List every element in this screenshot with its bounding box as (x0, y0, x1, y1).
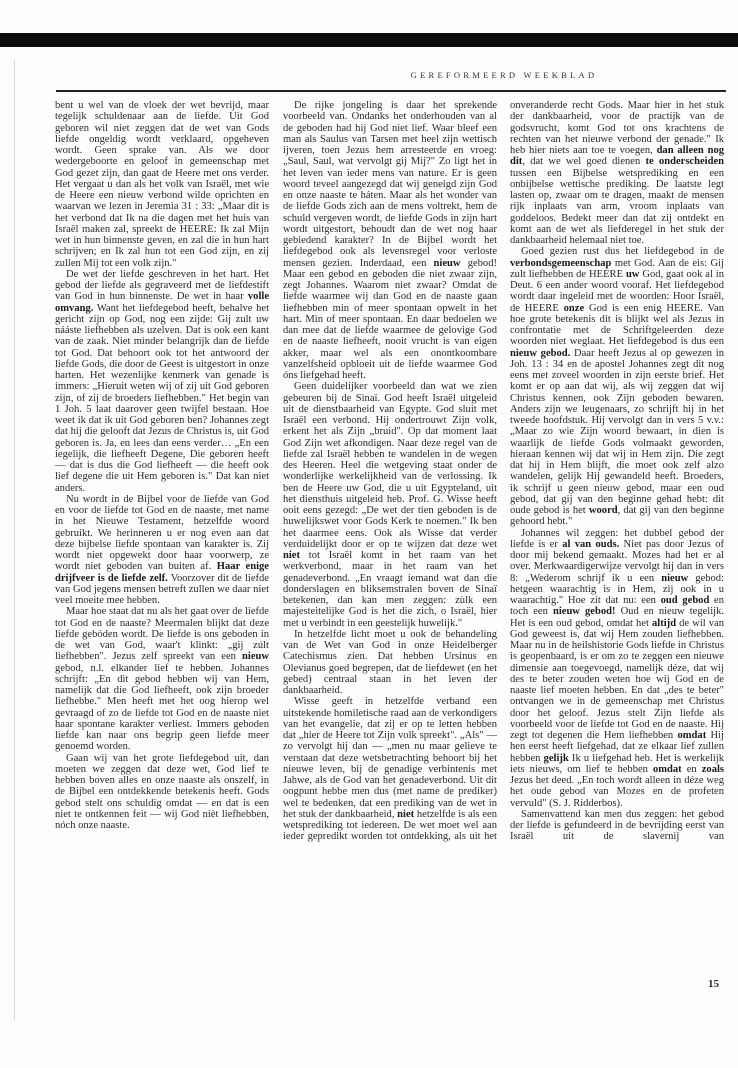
bold-text: onze (563, 302, 585, 314)
paragraph (55, 494, 269, 607)
text-run: Maar hoe staat dat nu als het gaat over de liefde tot God en de naaste? Meermalen blijkt dat deze liefde gebóden wordt. De liefde is ons geboden in de wet van God, waar't klinkt: „gij zúlt liefhebben". Jezus zelf spreekt van een (55, 606, 269, 663)
paragraph (283, 100, 497, 381)
text-run: de wil van God geweest is, dat wij Hem zouden liefhebben. Maar nu in de heilshistorie Gods liefde in Christus is geopenbaard, is er om zo te zeggen een nieuwe dimensie aan toegevoegd, namelijk déze, dat wij des te beter zouden weten hoe wij God en de naaste lief moeten hebben. En dat „des te beter" ontvangen we in de gemeenschap met Christus door het geloof. Jezus stelt Zijn liefde als voorbeeld voor de liefde tot God en de naaste. Hij zegt tot degenen die Hem liefhebben (510, 617, 724, 741)
text-run: Hij hen eerst heeft liefgehad, dat ze elkaar lief zullen hebben (510, 730, 724, 764)
paragraph (283, 629, 497, 697)
bold-text: nieuw (661, 572, 689, 584)
text-run: gebod! Maar een gebod en geboden die niet zwaar zijn, zegt Johannes. Waarom niet zwaar? Omdat de liefde waarmee wij dan God en de naaste gaan liefhebben min of meer spontaan opwelt in het hart. Min of meer spontaan. En daar bedoelen we dan mee dat de liefde waarmee de gelovige God en de naaste liefheeft, nooit vrucht is van eigen akker, maar wel als een onontkoombare vanzelfsheid opbloeit uit de liefde waarmee God óns liefgehad heeft. (283, 257, 497, 381)
text-run: gebod, n.l. elkander lief te hebben. Johannes schrijft: „En dit gebod hebben wij van Hem, namelijk dat die God liefheeft, ook zijn broeder liefhebbe." Men heeft met het oog hierop wel gevraagd of zo de liefde tot God en de naaste niet haar spontane karakter verliest. Immers geboden liefde kan naar ons begrip geen liefde meer genoemd worden. (55, 662, 269, 753)
text-run: en (681, 763, 702, 775)
text-run: Oud en nieuw tegelijk. Het is een oud gebod, omdat het (510, 606, 724, 629)
paragraph (510, 809, 724, 843)
text-run: Daar heeft Jezus al op gewezen in Joh. 13 : 34 en de apostel Johannes zegt dit nog eens met zoveel woorden in zijn eerste brief. Het komt er op aan dat wij, als wij zeggen dat wij Christus kennen, ook Zijn geboden bewaren. Anders zijn we leugenaars, zo schrijft hij in het tweede hoofdstuk. Hij vervolgt dan in vers 5 v.v.: „Maar zo wie Zijn woord bewaart, in dien is waarlijk de liefde Gods volmaakt geworden, hieraan kennen wij dat wij in Hem zijn. Die zegt dat hij in Hem blijft, die moet ook zelf alzo wandelen, gelijk Hij gewandeld heeft. Broeders, ik schrijf u geen nieuw gebod, maar een oud gebod, dat gij van den beginne gehad hebt: dit oude gebod is het (510, 347, 724, 516)
paragraph (510, 246, 724, 527)
text-run: met God. Aan de eis: Gij zult liefhebben de HEERE (510, 257, 724, 280)
bold-text: nieuw gebod. (510, 347, 571, 359)
text-run: Gaan wij van het grote liefdegebod uit, dan moeten we zeggen dat deze wet, God lief te hebben boven alles en onze naaste als onszelf, in de Bijbel een ontdekkende betekenis heeft. Gods gebod stelt ons schuldig omdat — en dat is een niet te ontkennen feit — wij God nièt liefhebben, nóch onze naaste. (55, 752, 269, 831)
text-run: en toch een (510, 595, 725, 618)
text-run: gebod: hetgeen waarachtig is in Hem, zij ook in u waarachtig." Hoe zit dat nu: een (510, 572, 725, 606)
bold-text: verbondsgemeenschap (510, 257, 612, 269)
text-run: Jezus het deed. „En toch wordt alleen in déze weg het oude gebod van Mozes en de profeten vervuld" (S. J. Ridderbos). (510, 775, 724, 809)
text-run: Voorzover dit de liefde van God jegens mensen betreft zullen we daar niet veel moeite mee hebben. (55, 572, 269, 606)
text-run: tot Israël komt in het raam van het werkverbond, maar in het raam van het genadeverbond. „En vraagt iemand wat dan die donderslagen en bliksemstralen boven de Sinaï betekenen, dan kan men zeggen: zùlk een majesteitelijke God is het die zich, o Israël, hier met u verbindt in een geestelijk huwelijk." (283, 550, 497, 629)
paragraph (510, 528, 724, 809)
bold-text: nieuw (433, 257, 461, 269)
text-run: Samenvattend kan men dus zeggen: het gebod der liefde is gefundeerd in de bevrijding eerst van Israël uit de slavernij van (510, 808, 724, 843)
text-run: Johannes wil zeggen: het dubbel gebod der liefde is er (510, 527, 724, 550)
header-rule (56, 90, 726, 92)
page-number: 15 (708, 978, 719, 990)
bold-text: niet (283, 550, 300, 561)
text-run: God is een enig HEERE. Van hoe grote betekenis dit is blijkt wel als Jezus in confrontatie met de Schriftgeleerden deze woorden niet weglaat. Het liefdegebod is dus een (510, 302, 724, 348)
text-run: , dat we wel goed dienen (522, 156, 646, 168)
paragraph (55, 100, 269, 269)
bold-text: altijd (652, 617, 677, 629)
text-run: God, gaat ook al in Deut. 6 een ander woord vooraf. Het liefdegebod wordt daar ingeleid met de woorden: Hoor Israël, de HEERE (510, 268, 725, 314)
paragraph (55, 753, 269, 832)
text-run: onveranderde recht Gods. Maar hier in het stuk der dankbaarheid, voor de practijk van de godsvrucht, komt God tot ons krachtens de rechten van het nieuwe verbond der genade." Ik heb hier niets aan toe te voegen, (510, 100, 724, 156)
text-run: Nu wordt in de Bijbel voor de liefde van God en voor de liefde tot God en de naaste, met name in het Nieuwe Testament, hetzelfde woord gebruikt. We herinneren u er nog even aan dat deze bijbelse liefde spontaan van karakter is. Zij wordt niet opgewekt door haar voorwerp, ze wordt niet geboden van buiten af. (55, 493, 269, 573)
text-run: Goed gezien rust dus het liefdegebod in de (521, 246, 724, 258)
text-run: , dat gij van den beginne gehoord hebt." (510, 505, 724, 528)
text-run: Ik u liefgehad heb. Het is werkelijk iets nieuws, om lief te hebben (510, 752, 724, 775)
bold-text: nieuw gebod! (552, 606, 616, 618)
text-run: Want het liefdegebod heeft, behalve het gericht zijn op God, nog een zijde: Gij zult uw nááste liefhebben als uzelven. Dat is ook een kant van de zaak. Niet minder belangrijk dan de liefde tot God. Dat behoort ook tot het antwoord der liefde Gods, die door de Geest is uitgestort in onze harten. Het wezenlijke kenmerk van genade is immers: „Hieruit weten wij of zij uit God geboren zijn, of zij de broeders liefhebben." Het begin van 1 Joh. 5 laat daarover geen twijfel bestaan. Hoe weet ik dat ik uit God geboren ben? Johannes zegt dat hij die gelooft dat Jezus de Christus is, uit God geboren is. Ja, en lees dan eens verder… „En een iegelijk, die liefheeft Degene, Die geboren heeft — dat is dus die God liefheeft — die heeft ook lief degene die uit Hem geboren is." Dat kan niet anders. (55, 302, 269, 494)
paragraph (283, 381, 497, 629)
text-run: hetzelfde is als een wetsprediking tot iedereen. De wet moet wel aan ieder gepredikt worden tot ontdekking, als uit het (283, 808, 497, 843)
text-run: Niet pas door Jezus of door mij bekend gemaakt. Mozes had het er al over. Merkwaardigerwijze vervolgt hij dan in vers 8: „Wederom schrijf ik u een (510, 538, 724, 584)
text-run: bent u wel van de vloek der wet bevrijd, maar tegelijk schuldenaar aan de liefde. Uit God geboren wil niet zeggen dat de wet van Gods liefde ongeldig wordt verklaard, opgeheven wordt. Geen sprake van. Als we door wedergeboorte en geloof in gemeenschap met God gezet zijn, dan gaat de Heere met ons verder. Het vergaat u dan als het volk van Israël, met wie de Heere een nieuw verbond wilde oprichten en waarvan we lezen in Jeremia 31 : 33: „Maar dit is het verbond dat Ik na die dagen met het huis van Israël maken zal, spreekt de HEERE: Ik zal Mijn wet in hun binnenste geven, en zal die in hun hart schrijven; en Ik zal hun tot een God zijn, en zij zullen Mij tot een volk zijn." (55, 100, 269, 269)
paragraph (55, 606, 269, 752)
text-run: Geen duidelijker voorbeeld dan wat we zien gebeuren bij de Sinaï. God heeft Israël uitgeleid uit de dienstbaarheid van Egypte. God sluit met Israël een verbond. Hij ondertrouwt Zijn volk, erkent het als Zijn „bruid". Op dat moment laat God Zijn wet afkondigen. Naar deze regel van de liefde zal Israël hebben te wandelen in de wegen des Heeren. Heel die wetgeving staat onder de wonderlijke werkelijkheid van de verlossing. Ik ben de Heere uw God, die u uit Egypteland, uit het diensthuis uitgeleid heb. Prof. G. Wisse heeft ooit eens gezegd: „De wet der tien geboden is de huwelijkswet voor Gods Kerk te noemen." Ik ben het daarmee eens. Ook als Wisse dat verder verduidelijkt door er op te wijzen dat deze wet (283, 381, 497, 550)
bold-text: te onderscheiden (645, 156, 725, 168)
paragraph (55, 269, 269, 494)
text-run: De rijke jongeling is daar het sprekende voorbeeld van. Ondanks het onderhouden van al de geboden had hij God niet lief. Waar bleef een man als Saulus van Tarsen met heel zijn wettisch ijveren, toen Jezus hem arresteerde en vroeg: „Saul, Saul, wat vervolgt gij Mij?" Zo ligt het in het leven van ieder mens van nature. Er is geen woord teveel aangezegd dat wij geneigd zijn God en onze naaste te háten. Maar als het wonder van de liefde Gods zich aan de mens voltrekt, hem de schuld vergeven wordt, de liefde Gods in zijn hart wordt uitgestort, behoudt dan de wet nog haar gebiedend karakter? In de Bijbel wordt het liefdegebod ook als levensregel voor verloste mensen gezien. Inderdaad, een (283, 100, 497, 269)
bold-text: al van ouds. (562, 538, 620, 550)
text-run: Wisse geeft in hetzelfde verband een uitstekende homiletische raad aan de verkondigers van het evangelie, dat zij er op te letten hebben dat „hier de Heere tot Zijn volk spreekt". „Als" — zo vervolgt hij dan — „men nu maar gelieve te verstaan dat deze wetsbetrachting behoort bij het nieuwe leven, bij de genadige verbintenis met Jahwe, als de God van het genadeverbond. Uit dit oogpunt hebbe men dus (met name de prediker) wel te bedenken, dat een prediking van de wet in het stuk der dankbaarheid, (283, 696, 497, 820)
text-run: tussen een Bijbelse wetsprediking en een onbijbelse wettische prediking. De laatste legt lasten op, zwaar om te dragen, maakt de mensen rijk inplaats van arm, vroom inplaats van goddeloos. Bedekt meer dan dat zij ontdekt en komt aan de wet als liefderegel in het stuk der dankbaarheid helemaal niet toe. (510, 167, 724, 246)
bold-text: Haar enige drijfveer is de liefde zelf. (55, 561, 269, 584)
text-run: De wet der liefde geschreven in het hart. Het gebod der liefde als gegraveerd met de liefdestift van God in hun binnenste. De wet in haar (55, 268, 269, 303)
bold-text: woord (588, 505, 618, 516)
paragraph (283, 696, 497, 842)
bold-text: gelijk (543, 752, 569, 764)
bold-text: zoals (701, 763, 724, 775)
column-3 (510, 100, 724, 843)
scan-edge-line (14, 60, 15, 1020)
bold-text: niet (397, 808, 415, 820)
bold-text: omdat (652, 763, 682, 775)
bold-text: dan alleen nog dit (510, 145, 724, 168)
text-run: In hetzelfde licht moet u ook de behandeling van de Wet van God in onze Heidelberger Catechismus zien. Dat hebben Ursinus en Olevianus goed begrepen, dat de liefdewet (en het gebed) centraal staan in het leven der dankbaarheid. (283, 628, 497, 696)
paragraph (510, 100, 724, 246)
bold-text: uw (625, 268, 640, 280)
column-2 (283, 100, 497, 843)
column-1 (55, 100, 269, 831)
bold-text: omdat (677, 730, 707, 741)
top-black-bar (0, 33, 738, 47)
bold-text: volle omvang. (55, 291, 269, 314)
bold-text: oud gebod (660, 595, 710, 606)
bold-text: nieuw (242, 651, 269, 663)
running-header: GEREFORMEERD WEEKBLAD (410, 70, 598, 80)
